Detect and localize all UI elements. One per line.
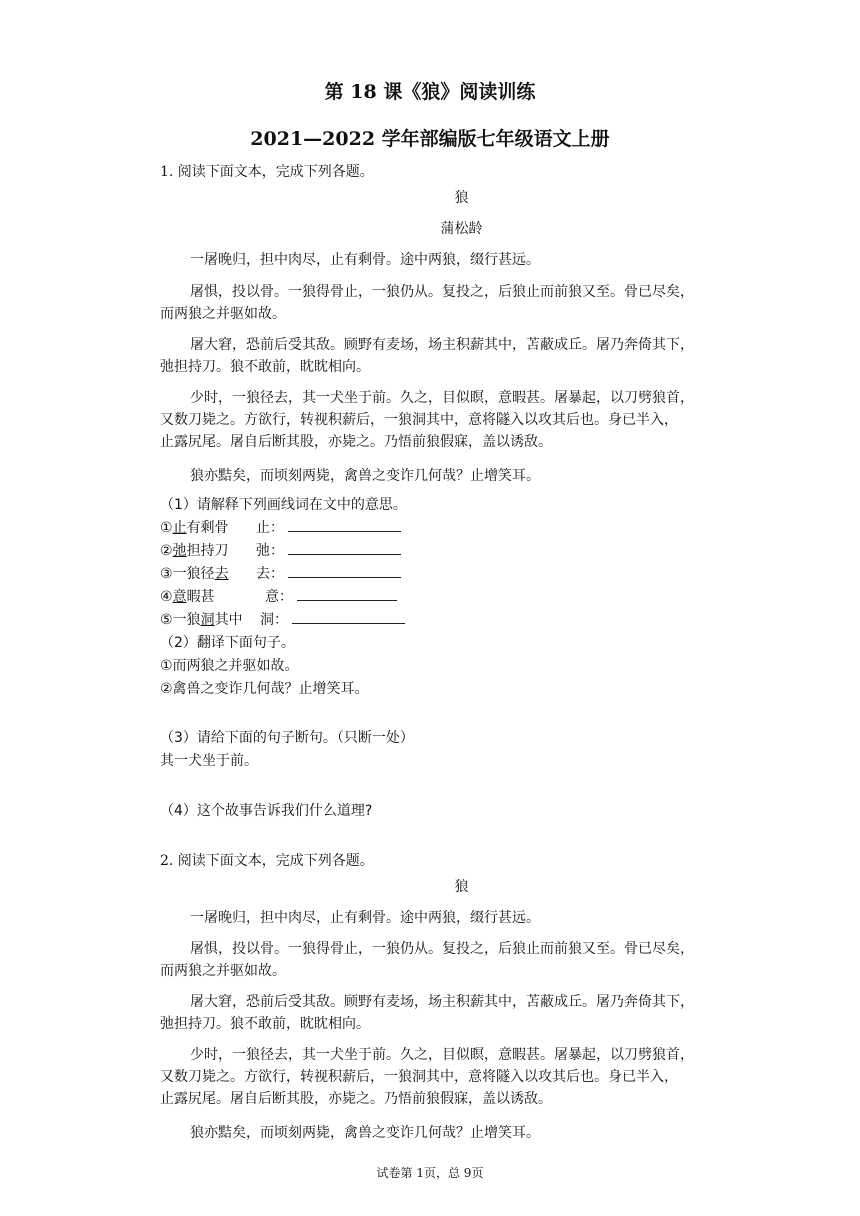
q2-text-title: 狼 [454, 879, 469, 895]
q1-sub3-label: （3）请给下面的句子断句。（只断一处） [160, 730, 414, 746]
q1-sub2-item-1: ①而两狼之并驱如故。 [160, 658, 299, 674]
item-number: ④ [160, 589, 173, 605]
q1-sub1-item-2 [160, 540, 229, 560]
item-text: 一狼 [172, 612, 201, 628]
q2-paragraph-1-line-1: 一屠晚归，担中肉尽，止有剩骨。途中两狼，缀行甚远。 [190, 910, 540, 926]
question-2-prompt: 2. 阅读下面文本，完成下列各题。 [160, 853, 374, 869]
answer-blank[interactable] [292, 610, 405, 624]
q1-sub1-item-1-answer [256, 517, 401, 537]
underlined-word: 止 [172, 520, 187, 536]
q2-paragraph-4-line-2: 又数刀毙之。方欲行，转视积薪后，一狼洞其中，意将隧入以攻其后也。身已半入， [160, 1069, 678, 1085]
q1-paragraph-2-line-2: 而两狼之并驱如故。 [160, 306, 286, 322]
answer-blank[interactable] [297, 587, 397, 601]
answer-key: 洞： [260, 612, 288, 628]
underlined-word: 意 [172, 589, 187, 605]
q1-paragraph-3-line-1: 屠大窘，恐前后受其敌。顾野有麦场，场主积薪其中，苫蔽成丘。屠乃奔倚其下， [190, 337, 694, 353]
item-number: ② [160, 543, 173, 559]
q2-paragraph-3-line-1: 屠大窘，恐前后受其敌。顾野有麦场，场主积薪其中，苫蔽成丘。屠乃奔倚其下， [190, 994, 694, 1010]
q1-paragraph-4-line-2: 又数刀毙之。方欲行，转视积薪后，一狼洞其中，意将隧入以攻其后也。身已半入， [160, 412, 678, 428]
answer-blank[interactable] [288, 564, 401, 578]
answer-key: 意： [265, 589, 293, 605]
underlined-word: 弛 [172, 543, 187, 559]
underlined-word: 洞 [200, 612, 215, 628]
underlined-word: 去 [214, 566, 229, 582]
q1-paragraph-2-line-1: 屠惧，投以骨。一狼得骨止，一狼仍从。复投之，后狼止而前狼又至。骨已尽矣， [190, 284, 694, 300]
q2-paragraph-5-line-1: 狼亦黠矣，而顷刻两毙，禽兽之变诈几何哉？止增笑耳。 [190, 1125, 540, 1141]
q1-paragraph-1-line-1: 一屠晚归，担中肉尽，止有剩骨。途中两狼，缀行甚远。 [190, 252, 540, 268]
document-subtitle: 2021—2022 学年部编版七年级语文上册 [250, 128, 610, 150]
q1-sub3-sentence: 其一犬坐于前。 [160, 753, 258, 769]
item-number: ① [160, 520, 173, 536]
answer-key: 去： [256, 566, 284, 582]
q1-sub1-item-3-answer [256, 563, 401, 583]
q1-text-author: 蒲松龄 [440, 221, 483, 237]
q1-sub1-item-1 [160, 517, 229, 537]
q1-sub2-item-2: ②禽兽之变诈几何哉？止增笑耳。 [160, 681, 369, 697]
item-number: ⑤ [160, 612, 173, 628]
q1-sub1-item-2-answer [256, 540, 401, 560]
item-text: 一狼径 [172, 566, 215, 582]
document-title: 第 18 课《狼》阅读训练 [324, 81, 536, 103]
item-text: 担持刀 [186, 543, 229, 559]
answer-key: 弛： [256, 543, 284, 559]
q1-paragraph-4-line-1: 少时，一狼径去，其一犬坐于前。久之，目似瞑，意暇甚。屠暴起，以刀劈狼首， [190, 390, 694, 406]
q1-sub2-label: （2）翻译下面句子。 [160, 635, 295, 651]
q1-paragraph-4-line-3: 止露尻尾。屠自后断其股，亦毙之。乃悟前狼假寐，盖以诱敌。 [160, 434, 552, 450]
q1-text-title: 狼 [454, 190, 469, 206]
answer-blank[interactable] [288, 518, 401, 532]
q1-paragraph-3-line-2: 弛担持刀。狼不敢前，眈眈相向。 [160, 359, 370, 375]
q2-paragraph-2-line-2: 而两狼之并驱如故。 [160, 963, 286, 979]
q1-paragraph-5-line-1: 狼亦黠矣，而顷刻两毙，禽兽之变诈几何哉？止增笑耳。 [190, 468, 540, 484]
q1-sub1-label: （1）请解释下列画线词在文中的意思。 [160, 497, 407, 513]
q1-sub1-item-5-answer [260, 609, 405, 629]
q2-paragraph-4-line-1: 少时，一狼径去，其一犬坐于前。久之，目似瞑，意暇甚。屠暴起，以刀劈狼首， [190, 1047, 694, 1063]
q2-paragraph-4-line-3: 止露尻尾。屠自后断其股，亦毙之。乃悟前狼假寐，盖以诱敌。 [160, 1091, 552, 1107]
question-1-prompt: 1. 阅读下面文本，完成下列各题。 [160, 164, 374, 180]
item-text: 暇甚 [186, 589, 215, 605]
item-number: ③ [160, 566, 173, 582]
q2-paragraph-3-line-2: 弛担持刀。狼不敢前，眈眈相向。 [160, 1016, 370, 1032]
q1-sub4-label: （4）这个故事告诉我们什么道理? [160, 803, 373, 819]
q1-sub1-item-4-answer [265, 586, 397, 606]
q1-sub1-item-5 [160, 609, 243, 629]
page-footer: 试卷第 1页，总 9页 [376, 1166, 484, 1180]
q1-sub1-item-4 [160, 586, 215, 606]
answer-blank[interactable] [288, 541, 401, 555]
item-text: 其中 [214, 612, 243, 628]
q2-paragraph-2-line-1: 屠惧，投以骨。一狼得骨止，一狼仍从。复投之，后狼止而前狼又至。骨已尽矣， [190, 941, 694, 957]
item-text: 有剩骨 [186, 520, 229, 536]
q1-sub1-item-3 [160, 563, 229, 583]
answer-key: 止： [256, 520, 284, 536]
